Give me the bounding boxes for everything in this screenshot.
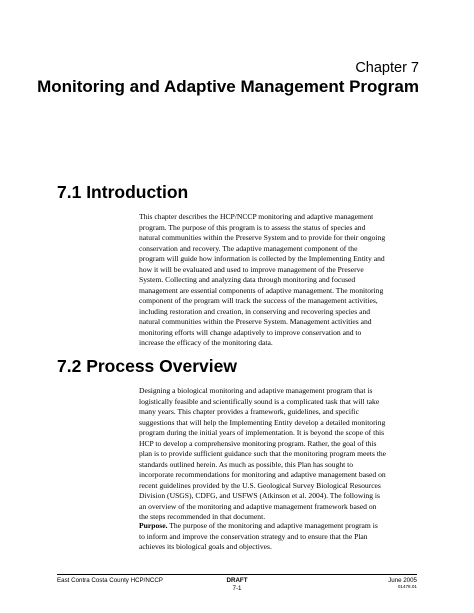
text-line: System. Collecting and analyzing data through monitoring and focused: [139, 275, 356, 284]
text-line: Purpose. The purpose of the monitoring and adaptive management program is: [139, 521, 378, 530]
text-line: program will guide how information is collected by the Implementing Entity and: [139, 254, 385, 263]
text-line: how it will be evaluated and used to improve management of the Preserve: [139, 264, 364, 274]
text-line: monitoring efforts will change adaptively to improve conservation and to: [139, 327, 362, 337]
text-line: suggestions that will help the Implementing Entity develop a detailed monitoring: [139, 417, 386, 427]
text-line: logistically feasible and scientifically sound is a complicated task that will take: [139, 396, 380, 406]
text-line: standards outlined herein. As much as possible, this Plan has sought to: [139, 459, 354, 469]
footer-divider: [57, 574, 417, 575]
footer-draft-label: DRAFT: [226, 577, 248, 584]
text-line: conservation and recovery. The adaptive management component of the: [139, 243, 358, 253]
text-line: to inform and improve the conservation strategy and to ensure that the Plan: [139, 531, 368, 541]
text-line: component of the program will track the success of the management activities,: [139, 296, 378, 305]
text-line: the steps recommended in that document.: [139, 512, 266, 521]
text-line: achieves its biological goals and objectives.: [139, 542, 272, 551]
text-line: incorporate recommendations for monitoring and adaptive management based on: [139, 470, 386, 479]
text-line: plan is to provide sufficient guidance such that the monitoring program meets the: [139, 449, 387, 458]
footer-date: June 2005: [388, 577, 417, 584]
footer-page-number: 7-1: [232, 585, 242, 592]
text-line: management are essential components of adaptive management. The monitoring: [139, 285, 384, 295]
paragraph-lead: Purpose.: [139, 521, 168, 530]
section-heading-process-overview: 7.2 Process Overview: [57, 356, 237, 376]
text-line: program during the initial years of implementation. It is beyond the scope of this: [139, 428, 385, 437]
section-heading-introduction: 7.1 Introduction: [57, 182, 189, 202]
text-line: Division (USGS), CDFG, and USFWS (Atkinson et al. 2004). The following is: [139, 491, 380, 500]
process-overview-paragraph: [139, 386, 420, 523]
chapter-title: Monitoring and Adaptive Management Program: [37, 77, 419, 96]
text-line: natural communities within the Preserve System. Management activities and: [139, 317, 372, 326]
text-line: program. The purpose of this program is to assess the status of species and: [139, 222, 366, 232]
text-line: recent guidelines provided by the U.S. Geological Survey Biological Resources: [139, 480, 381, 490]
footer-project-code: 01478.01: [397, 584, 417, 589]
text-line: natural communities within the Preserve System and to provide for their ongoing: [139, 233, 386, 242]
footer-document-name: East Contra Costa County HCP/NCCP: [57, 577, 163, 584]
text-line: Designing a biological monitoring and adaptive management program that is: [139, 386, 373, 395]
text-line: This chapter describes the HCP/NCCP monitoring and adaptive management: [139, 212, 374, 221]
text-line: an overview of the monitoring and adaptive management framework based on: [139, 501, 377, 511]
purpose-paragraph: [139, 521, 420, 553]
chapter-label: Chapter 7: [355, 60, 419, 76]
text-line: many years. This chapter provides a framework, guidelines, and specific: [139, 407, 360, 416]
text-line: increase the efficacy of the monitoring data.: [139, 338, 273, 347]
introduction-paragraph: [139, 212, 420, 349]
text-line: including restoration and creation, in conserving and recovering species and: [139, 306, 371, 316]
text-line: HCP to develop a comprehensive monitoring program. Rather, the goal of this: [139, 438, 377, 448]
